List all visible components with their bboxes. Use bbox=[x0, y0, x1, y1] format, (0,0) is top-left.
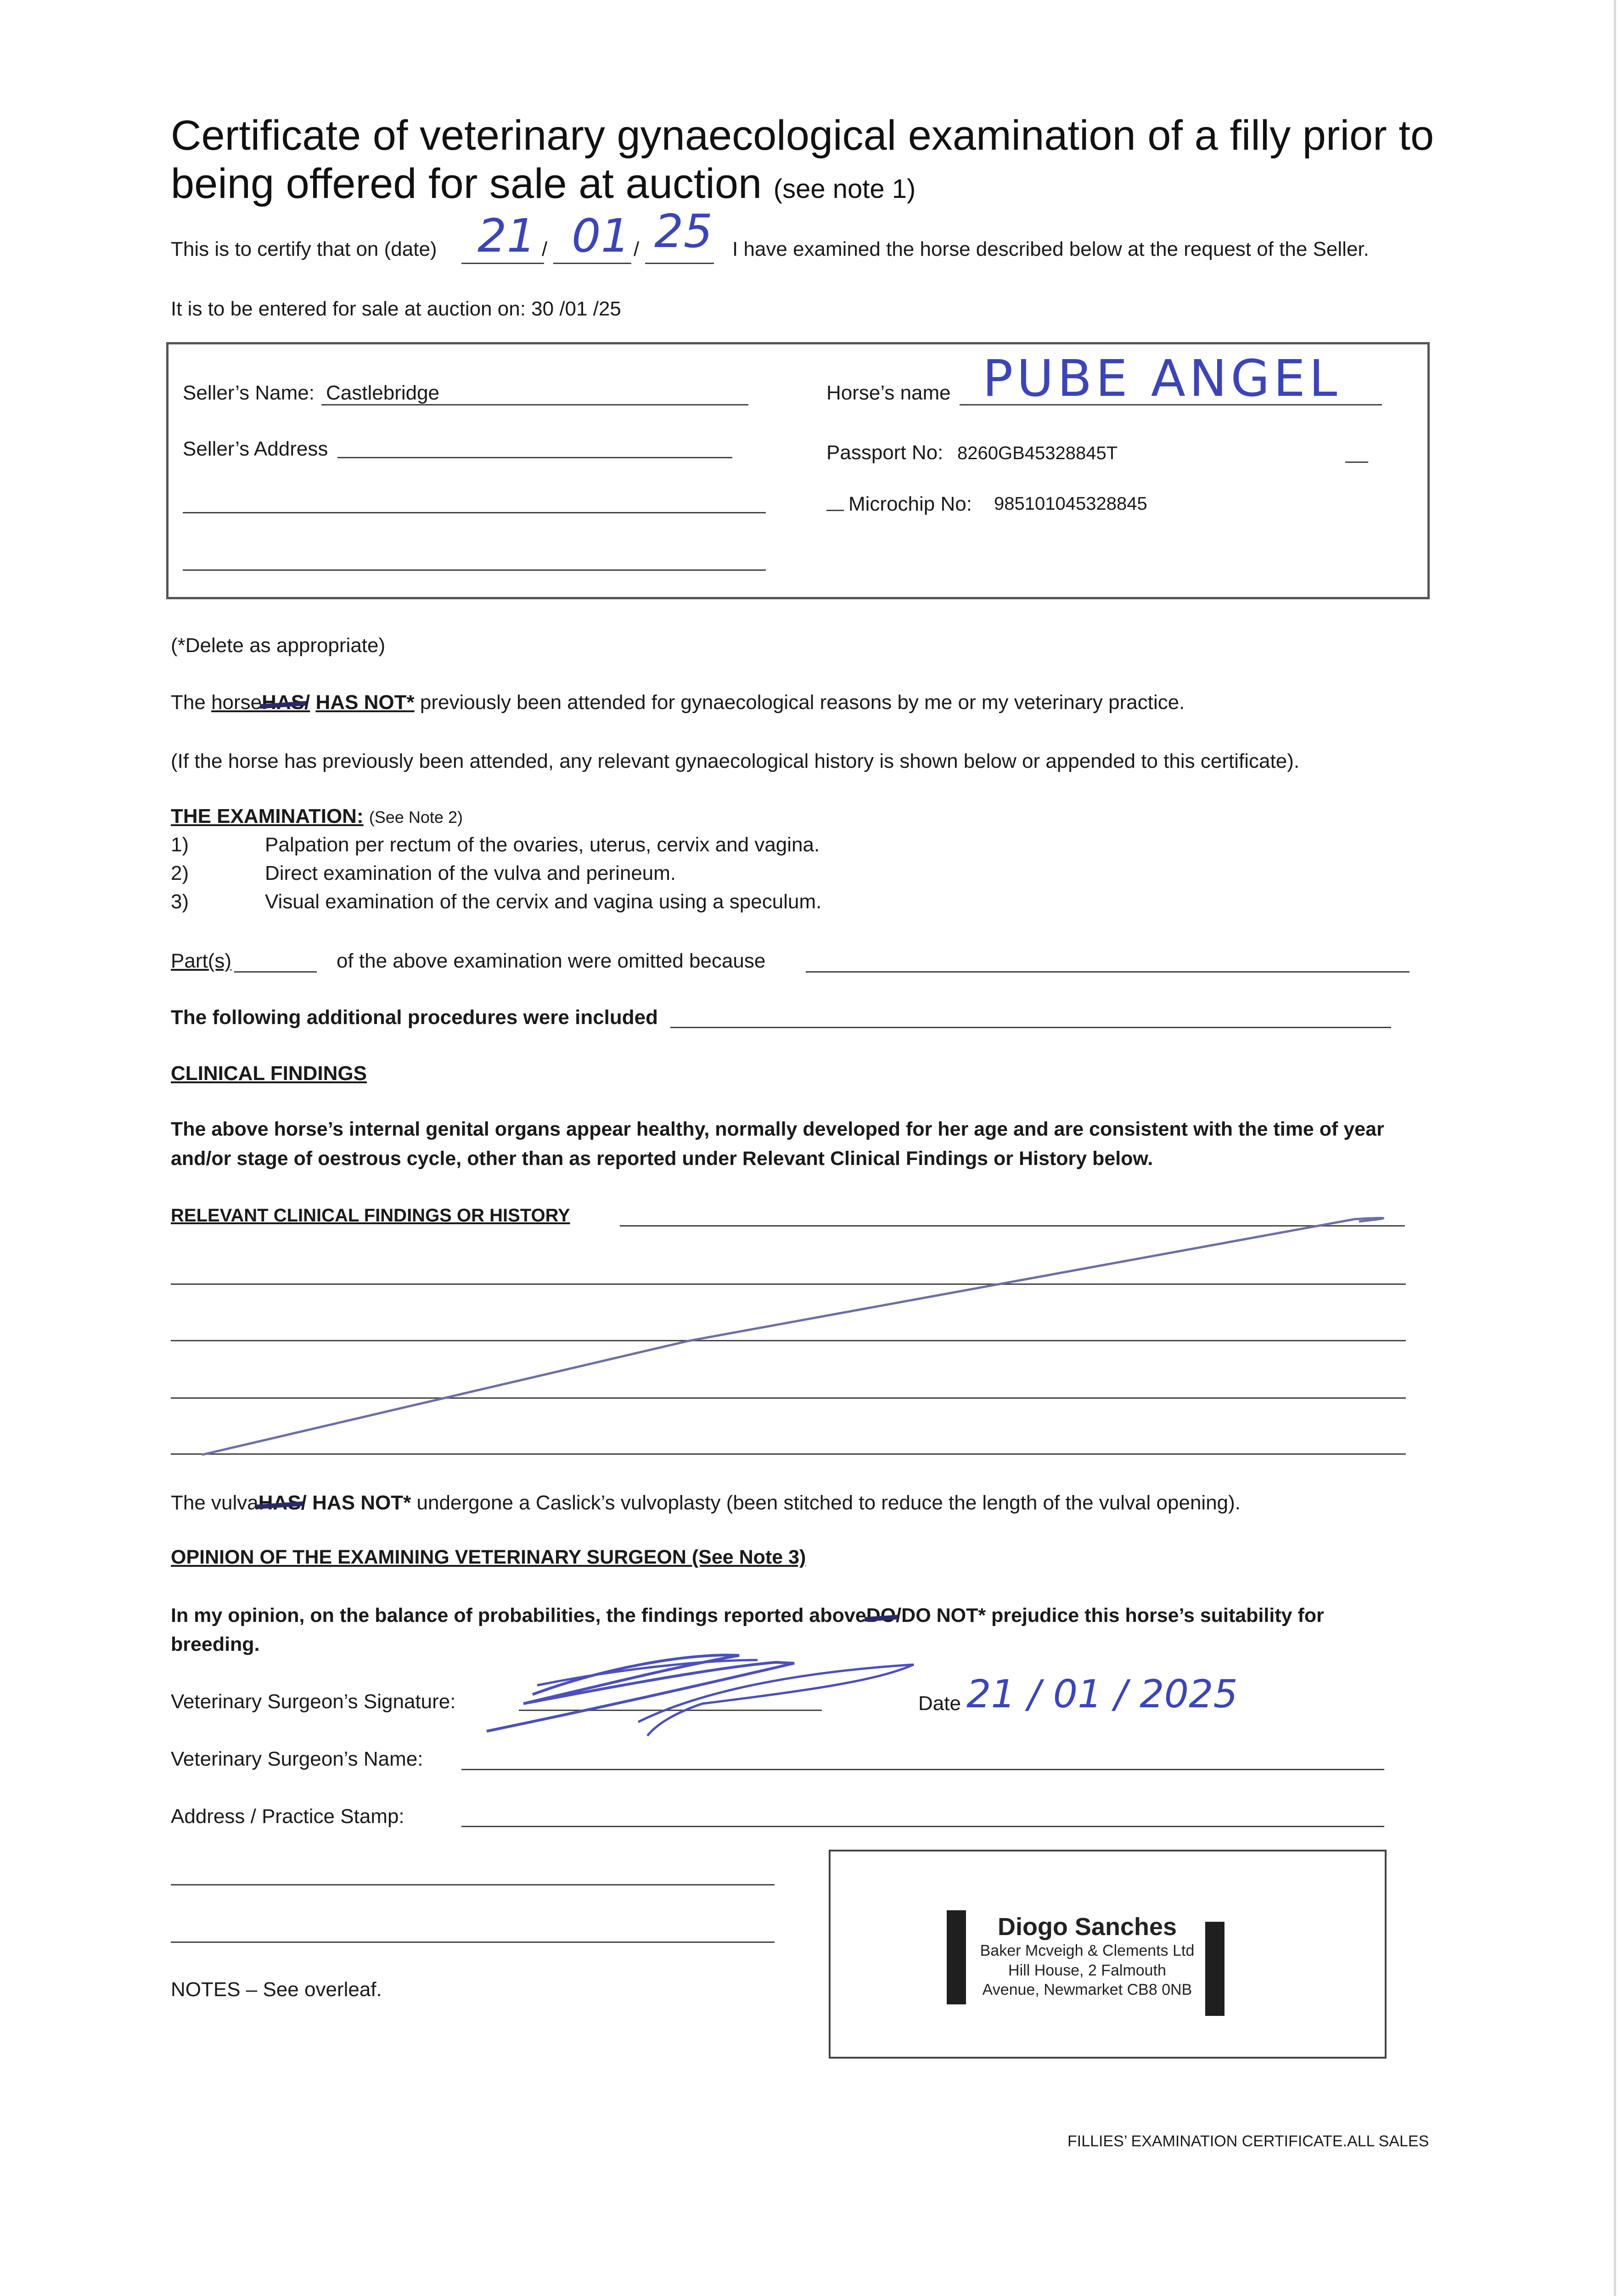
stamp-right-bar bbox=[1205, 1922, 1224, 2016]
horse-name-value[interactable]: PUBE ANGEL bbox=[983, 349, 1341, 408]
exam-item-2-text: Direct examination of the vulva and perineum. bbox=[265, 862, 676, 884]
exam-item-2-num: 2) bbox=[171, 862, 189, 884]
opinion-line2: breeding. bbox=[171, 1633, 260, 1655]
attended-has-not: HAS NOT* bbox=[315, 691, 415, 714]
attended-suffix: previously been attended for gynaecological reasons by me or my veterinary practice. bbox=[420, 691, 1185, 714]
opinion-line1-suffix: /DO NOT* prejudice this horse’s suitability for bbox=[896, 1604, 1324, 1626]
examination-heading-text: THE EXAMINATION: bbox=[171, 805, 364, 827]
auction-label-text: It is to be entered for sale at auction on: bbox=[171, 298, 526, 320]
date-month[interactable]: 01 bbox=[572, 209, 630, 263]
vulva-suffix: undergone a Caslick’s vulvoplasty (been stitched to reduce the length of the vulval opening). bbox=[416, 1491, 1241, 1514]
attended-sep: / bbox=[304, 691, 310, 714]
attended-has-struck: HAS bbox=[262, 691, 305, 714]
opinion-heading: OPINION OF THE EXAMINING VETERINARY SURGEON (See Note 3) bbox=[171, 1546, 806, 1568]
practice-stamp-label: Address / Practice Stamp: bbox=[171, 1805, 404, 1828]
page-edge bbox=[1614, 0, 1616, 2296]
clinical-findings-heading: CLINICAL FINDINGS bbox=[171, 1062, 367, 1085]
vet-name-label: Veterinary Surgeon’s Name: bbox=[171, 1748, 423, 1770]
seller-name-value[interactable]: Castlebridge bbox=[326, 382, 440, 404]
certificate-title-line1: Certificate of veterinary gynaecological examination of a filly prior to bbox=[171, 112, 1434, 159]
signature-label: Veterinary Surgeon’s Signature: bbox=[171, 1690, 456, 1713]
passport-value[interactable]: 8260GB45328845T bbox=[957, 443, 1118, 463]
certify-prefix: This is to certify that on (date) bbox=[171, 238, 437, 260]
stamp-line-2: Hill House, 2 Falmouth bbox=[1008, 1961, 1166, 1979]
seller-name-label: Seller’s Name: bbox=[183, 382, 314, 404]
additional-procedures-label: The following additional procedures were included bbox=[171, 1006, 658, 1029]
history-note: (If the horse has previously been attended, any relevant gynaecological history is shown below or appended to this certificate). bbox=[171, 750, 1300, 772]
horse-name-label: Horse’s name bbox=[826, 382, 951, 404]
microchip-value[interactable]: 985101045328845 bbox=[994, 494, 1147, 514]
stamp-vet-name: Diogo Sanches bbox=[997, 1913, 1177, 1941]
omitted-text: of the above examination were omitted because bbox=[337, 950, 766, 972]
vulva-sep: / bbox=[301, 1491, 307, 1514]
signature-date-value[interactable]: 21 / 01 / 2025 bbox=[966, 1671, 1238, 1716]
date-sep-2: / bbox=[634, 238, 640, 260]
date-day[interactable]: 21 bbox=[477, 209, 536, 263]
auction-date[interactable]: 30 /01 /25 bbox=[531, 298, 621, 320]
attended-horse-word: horse bbox=[211, 691, 262, 714]
delete-note: (*Delete as appropriate) bbox=[171, 634, 386, 657]
exam-item-3-num: 3) bbox=[171, 890, 189, 913]
footer-form-name: FILLIES’ EXAMINATION CERTIFICATE.ALL SALES bbox=[1067, 2133, 1429, 2150]
vulva-has-not: HAS NOT* bbox=[312, 1491, 411, 1514]
practice-address-line-2 bbox=[171, 1884, 775, 1885]
exam-item-1-num: 1) bbox=[171, 833, 189, 856]
date-sep-1: / bbox=[542, 238, 548, 260]
notes-overleaf: NOTES – See overleaf. bbox=[171, 1978, 382, 2001]
attended-prefix: The bbox=[171, 691, 206, 714]
opinion-line1 bbox=[171, 1604, 1324, 1628]
signature-date-label: Date bbox=[918, 1692, 961, 1715]
opinion-line1-prefix: In my opinion, on the balance of probabilities, the findings reported above bbox=[171, 1604, 866, 1626]
vet-name-line bbox=[461, 1769, 1384, 1770]
title-note: (see note 1) bbox=[773, 174, 916, 204]
clinical-statement-line2: and/or stage of oestrous cycle, other than as reported under Relevant Clinical Findings or History below. bbox=[171, 1148, 1153, 1170]
clinical-statement-line1: The above horse’s internal genital organs appear healthy, normally developed for her age and are consistent with the time of year bbox=[171, 1118, 1384, 1140]
vulva-statement bbox=[171, 1490, 1241, 1515]
vulva-has-struck: HAS bbox=[258, 1491, 301, 1514]
seller-address-label: Seller’s Address bbox=[183, 438, 328, 460]
practice-address-line-3 bbox=[171, 1941, 775, 1943]
stamp-line-3: Avenue, Newmarket CB8 0NB bbox=[982, 1981, 1192, 1998]
passport-label: Passport No: bbox=[826, 441, 943, 464]
omitted-parts-label: Part(s) bbox=[171, 950, 231, 972]
date-year[interactable]: 25 bbox=[654, 204, 713, 258]
opinion-struck: DO bbox=[866, 1604, 896, 1626]
stamp-line-1: Baker Mcveigh & Clements Ltd bbox=[980, 1942, 1195, 1959]
stamp-left-bar bbox=[947, 1910, 966, 2004]
certify-suffix: I have examined the horse described below at the request of the Seller. bbox=[732, 238, 1369, 260]
title-line2-text: being offered for sale at auction bbox=[171, 160, 762, 207]
vet-signature-mark bbox=[482, 1635, 923, 1745]
practice-stamp bbox=[972, 1913, 1202, 2000]
exam-item-1-text: Palpation per rectum of the ovaries, uterus, cervix and vagina. bbox=[265, 833, 820, 856]
microchip-label: Microchip No: bbox=[848, 493, 972, 515]
exam-item-3-text: Visual examination of the cervix and vagina using a speculum. bbox=[265, 890, 822, 913]
vulva-prefix: The vulva bbox=[171, 1491, 258, 1514]
examination-heading-note: (See Note 2) bbox=[369, 808, 463, 827]
relevant-findings-heading: RELEVANT CLINICAL FINDINGS OR HISTORY bbox=[171, 1205, 570, 1226]
practice-address-line-1 bbox=[461, 1826, 1384, 1827]
